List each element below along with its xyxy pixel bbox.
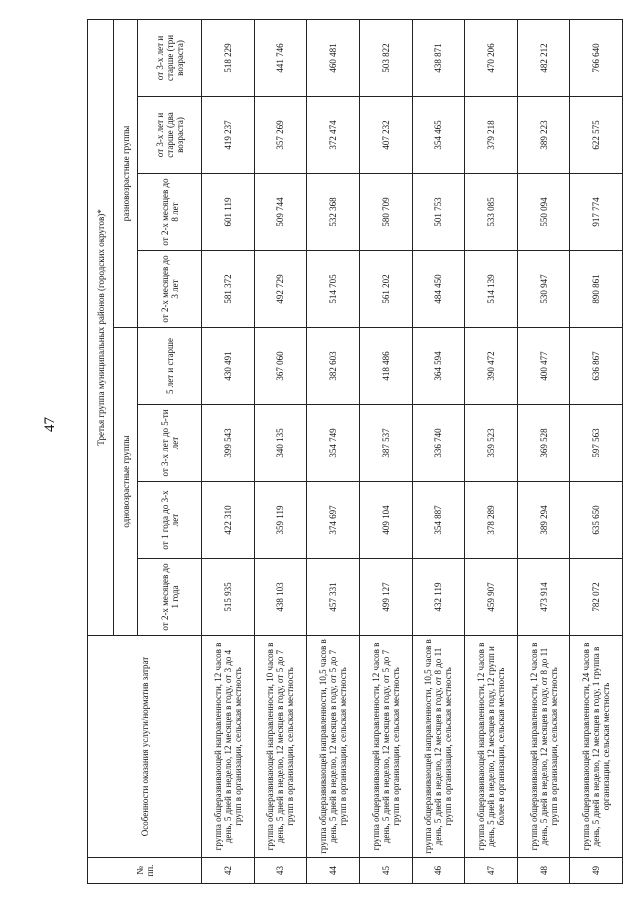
table-body — [202, 19, 623, 883]
cost-value: 550 094 — [517, 174, 570, 251]
cost-value: 438 871 — [412, 19, 465, 96]
cost-value: 484 450 — [412, 251, 465, 328]
cost-value: 501 753 — [412, 174, 465, 251]
table-row — [465, 19, 518, 883]
page-number: 47 — [42, 417, 58, 432]
sub-header: 5 лет и старше — [138, 328, 202, 405]
row-number: 47 — [465, 858, 518, 884]
cost-value: 518 229 — [202, 19, 255, 96]
cost-value: 390 472 — [465, 328, 518, 405]
header-group-title: Третья группа муниципальных районов (городских округов)* — [88, 19, 114, 635]
cost-value: 509 744 — [254, 174, 307, 251]
row-description: группа общеразвивающей направленности, 12 часов в день, 5 дней в неделю, 12 месяцев в году, от 3 до 4 групп в организации, сельская местность — [202, 636, 255, 858]
header-single-age: одновозрастные группы — [114, 328, 138, 636]
row-number: 44 — [307, 858, 360, 884]
cost-value: 601 119 — [202, 174, 255, 251]
cost-value: 782 072 — [570, 559, 623, 636]
row-description: группа общеразвивающей направленности, 24 часов в день, 5 дней в неделю, 12 месяцев в году, 1 группа в организации, сельская местность — [570, 636, 623, 858]
sub-header: от 2-х месяцев до 1 года — [138, 559, 202, 636]
cost-value: 364 594 — [412, 328, 465, 405]
cost-value: 532 368 — [307, 174, 360, 251]
cost-value: 890 861 — [570, 251, 623, 328]
cost-value: 369 528 — [517, 405, 570, 482]
row-number: 49 — [570, 858, 623, 884]
row-number: 42 — [202, 858, 255, 884]
table-row — [359, 19, 412, 883]
sub-header: от 1 года до 3-х лет — [138, 482, 202, 559]
cost-value: 409 104 — [359, 482, 412, 559]
cost-value: 457 331 — [307, 559, 360, 636]
sub-header: от 3-х лет и старше (три возраста) — [138, 19, 202, 96]
row-number: 45 — [359, 858, 412, 884]
cost-value: 389 223 — [517, 97, 570, 174]
row-description: группа общеразвивающей направленности, 12 часов в день, 5 дней в неделю, 12 месяцев в году, 12 групп и более в организации, сельская местность — [465, 636, 518, 858]
cost-value: 367 060 — [254, 328, 307, 405]
sub-header: от 3-х лет до 5-ти лет — [138, 405, 202, 482]
cost-value: 400 477 — [517, 328, 570, 405]
row-description: группа общеразвивающей направленности, 10,5 часов в день, 5 дней в неделю, 12 месяцев в году, от 8 до 11 групп в организации, сельская местность — [412, 636, 465, 858]
cost-value: 354 749 — [307, 405, 360, 482]
cost-value: 460 481 — [307, 19, 360, 96]
cost-value: 597 563 — [570, 405, 623, 482]
row-description: группа общеразвивающей направленности, 12 часов в день, 5 дней в неделю, 12 месяцев в году, от 5 до 7 групп в организации, сельская местность — [359, 636, 412, 858]
cost-value: 372 474 — [307, 97, 360, 174]
table-row — [570, 19, 623, 883]
cost-value: 378 289 — [465, 482, 518, 559]
table-row — [517, 19, 570, 883]
cost-value: 399 543 — [202, 405, 255, 482]
cost-value: 636 867 — [570, 328, 623, 405]
cost-value: 580 709 — [359, 174, 412, 251]
cost-value: 581 372 — [202, 251, 255, 328]
cost-value: 530 947 — [517, 251, 570, 328]
row-number: 46 — [412, 858, 465, 884]
cost-value: 917 774 — [570, 174, 623, 251]
cost-value: 766 640 — [570, 19, 623, 96]
cost-value: 441 746 — [254, 19, 307, 96]
cost-value: 418 486 — [359, 328, 412, 405]
cost-value: 470 206 — [465, 19, 518, 96]
row-description: группа общеразвивающей направленности, 10 часов в день, 5 дней в неделю, 12 месяцев в году, от 5 до 7 групп в организации, сельская местность — [254, 636, 307, 858]
cost-value: 482 212 — [517, 19, 570, 96]
table-row — [254, 19, 307, 883]
sub-header: от 2-х месяцев до 8 лет — [138, 174, 202, 251]
header-feature: Особенности оказания услуги/норматив затрат — [88, 636, 202, 858]
cost-value: 354 465 — [412, 97, 465, 174]
cost-value: 357 269 — [254, 97, 307, 174]
cost-value: 419 237 — [202, 97, 255, 174]
cost-value: 354 887 — [412, 482, 465, 559]
cost-value: 515 935 — [202, 559, 255, 636]
cost-value: 407 232 — [359, 97, 412, 174]
cost-value: 503 822 — [359, 19, 412, 96]
header-number: № пп. — [88, 858, 202, 884]
cost-value: 359 523 — [465, 405, 518, 482]
sub-header: от 2-х месяцев до 3 лет — [138, 251, 202, 328]
table-row — [202, 19, 255, 883]
cost-value: 492 729 — [254, 251, 307, 328]
row-description: группа общеразвивающей направленности, 12 часов в день, 5 дней в неделю, 12 месяцев в году, от 8 до 11 групп в организации, сельская местность — [517, 636, 570, 858]
table-row — [307, 19, 360, 883]
cost-value: 340 135 — [254, 405, 307, 482]
cost-value: 473 914 — [517, 559, 570, 636]
cost-value: 514 139 — [465, 251, 518, 328]
cost-value: 387 537 — [359, 405, 412, 482]
cost-value: 438 103 — [254, 559, 307, 636]
cost-value: 622 575 — [570, 97, 623, 174]
cost-value: 379 218 — [465, 97, 518, 174]
cost-value: 389 294 — [517, 482, 570, 559]
header-mixed-age: разновозрастные группы — [114, 19, 138, 327]
sub-header: от 3-х лет и старше (два возраста) — [138, 97, 202, 174]
row-number: 48 — [517, 858, 570, 884]
cost-value: 499 127 — [359, 559, 412, 636]
cost-value: 382 603 — [307, 328, 360, 405]
cost-value: 514 705 — [307, 251, 360, 328]
cost-value: 635 650 — [570, 482, 623, 559]
cost-value: 430 491 — [202, 328, 255, 405]
cost-value: 359 119 — [254, 482, 307, 559]
cost-value: 459 907 — [465, 559, 518, 636]
row-description: группа общеразвивающей направленности, 10,5 часов в день, 5 дней в неделю, 12 месяцев в году, от 5 до 7 групп в организации, сельская местность — [307, 636, 360, 858]
rotated-table-container — [87, 20, 623, 884]
cost-value: 422 310 — [202, 482, 255, 559]
cost-value: 533 085 — [465, 174, 518, 251]
cost-value: 336 740 — [412, 405, 465, 482]
cost-value: 432 119 — [412, 559, 465, 636]
cost-value: 561 202 — [359, 251, 412, 328]
row-number: 43 — [254, 858, 307, 884]
table-row — [412, 19, 465, 883]
cost-norms-table — [87, 19, 623, 884]
cost-value: 374 697 — [307, 482, 360, 559]
